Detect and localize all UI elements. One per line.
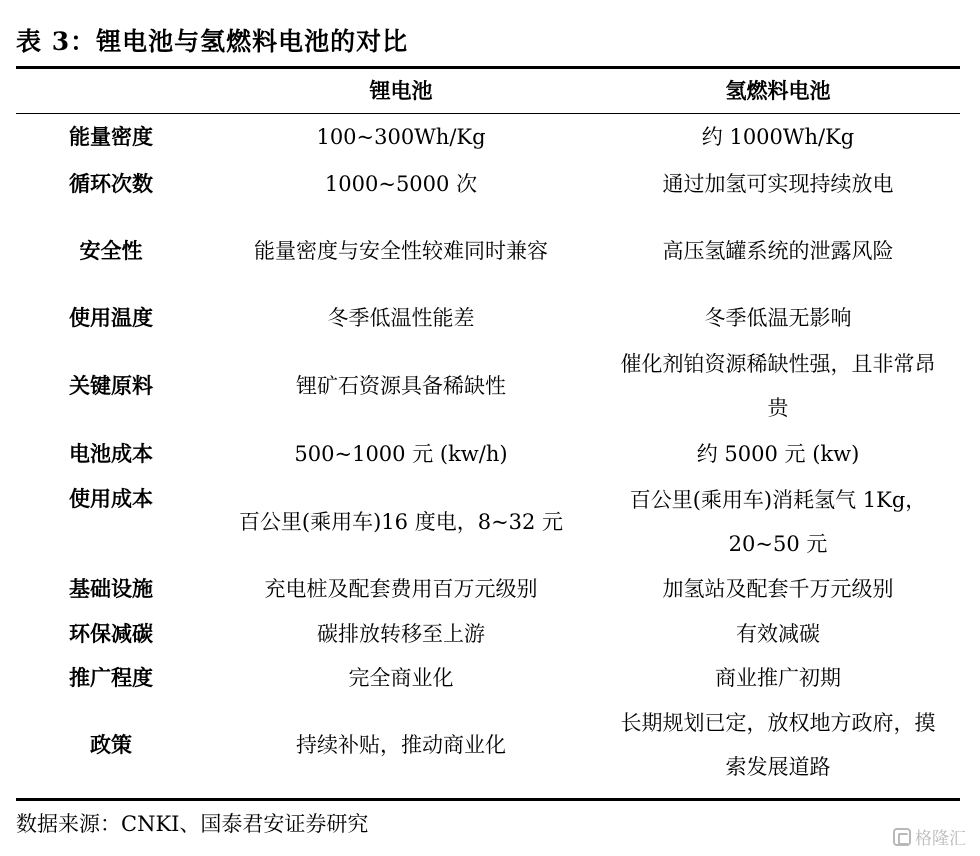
hydrogen-cell: 加氢站及配套千万元级别 (662, 577, 894, 601)
lithium-cell (206, 477, 596, 566)
header-empty (16, 69, 206, 113)
hydrogen-cell (596, 700, 960, 790)
row-label: 安全性 (79, 238, 143, 263)
lithium-cell: 500~1000 元 (kw/h) (294, 442, 508, 466)
lithium-cell: 充电桩及配套费用百万元级别 (264, 577, 538, 601)
bottom-rule (16, 798, 960, 801)
table-row (16, 341, 960, 431)
hydrogen-cell (596, 341, 960, 431)
hydrogen-cell: 约 1000Wh/Kg (701, 125, 855, 149)
row-label: 关键原料 (69, 373, 153, 398)
table-row (16, 700, 960, 790)
lithium-cell: 100~300Wh/Kg (316, 125, 486, 149)
hydrogen-cell-text: 催化剂铂资源稀缺性强，且非常昂贵 (620, 352, 936, 420)
table-header-row (16, 69, 960, 113)
hydrogen-cell-text: 长期规划已定，放权地方政府，摸索发展道路 (620, 711, 936, 779)
table-row (16, 477, 960, 566)
lithium-cell (206, 207, 596, 295)
lithium-cell: 完全商业化 (348, 666, 454, 690)
comparison-table (16, 69, 960, 790)
lithium-cell: 1000~5000 次 (324, 172, 478, 196)
hydrogen-cell: 通过加氢可实现持续放电 (662, 172, 894, 196)
table-title: 表 3：锂电池与氢燃料电池的对比 (16, 27, 409, 56)
table-row (16, 431, 960, 477)
row-label: 使用温度 (69, 305, 153, 330)
lithium-cell-text: 百公里(乘用车)16 度电，8~32 元 (238, 509, 564, 534)
lithium-cell-text: 能量密度与安全性较难同时兼容 (254, 239, 548, 263)
table-row (16, 161, 960, 207)
source-note: 数据来源：CNKI、国泰君安证券研究 (16, 812, 369, 836)
lithium-cell: 冬季低温性能差 (327, 306, 475, 330)
lithium-cell: 持续补贴，推动商业化 (296, 733, 506, 757)
header-hydrogen: 氢燃料电池 (725, 78, 831, 103)
hydrogen-cell-text: 百公里(乘用车)消耗氢气 1Kg，20~50 元 (629, 487, 927, 556)
hydrogen-cell: 高压氢罐系统的泄露风险 (662, 239, 894, 263)
gelonghui-logo-icon (893, 828, 911, 846)
row-label: 基础设施 (69, 576, 153, 601)
header-lithium: 锂电池 (369, 78, 433, 103)
watermark-text: 格隆汇 (915, 829, 966, 849)
row-label: 推广程度 (69, 665, 153, 690)
hydrogen-cell (596, 477, 960, 566)
hydrogen-cell: 冬季低温无影响 (704, 306, 852, 330)
row-label: 电池成本 (69, 441, 153, 466)
table-row (16, 207, 960, 295)
row-label: 政策 (90, 732, 132, 757)
row-label: 循环次数 (69, 171, 153, 196)
hydrogen-cell: 商业推广初期 (715, 666, 841, 690)
lithium-cell: 锂矿石资源具备稀缺性 (296, 374, 506, 398)
table-row (16, 566, 960, 612)
table-row (16, 113, 960, 161)
table-row (16, 612, 960, 656)
table-row (16, 295, 960, 341)
table-row (16, 656, 960, 700)
lithium-cell: 碳排放转移至上游 (317, 622, 485, 646)
row-label: 环保减碳 (69, 621, 153, 646)
watermark (893, 824, 966, 849)
row-label: 能量密度 (69, 124, 153, 149)
hydrogen-cell: 约 5000 元 (kw) (696, 442, 860, 466)
row-label: 使用成本 (69, 486, 153, 511)
hydrogen-cell: 有效减碳 (736, 622, 820, 646)
